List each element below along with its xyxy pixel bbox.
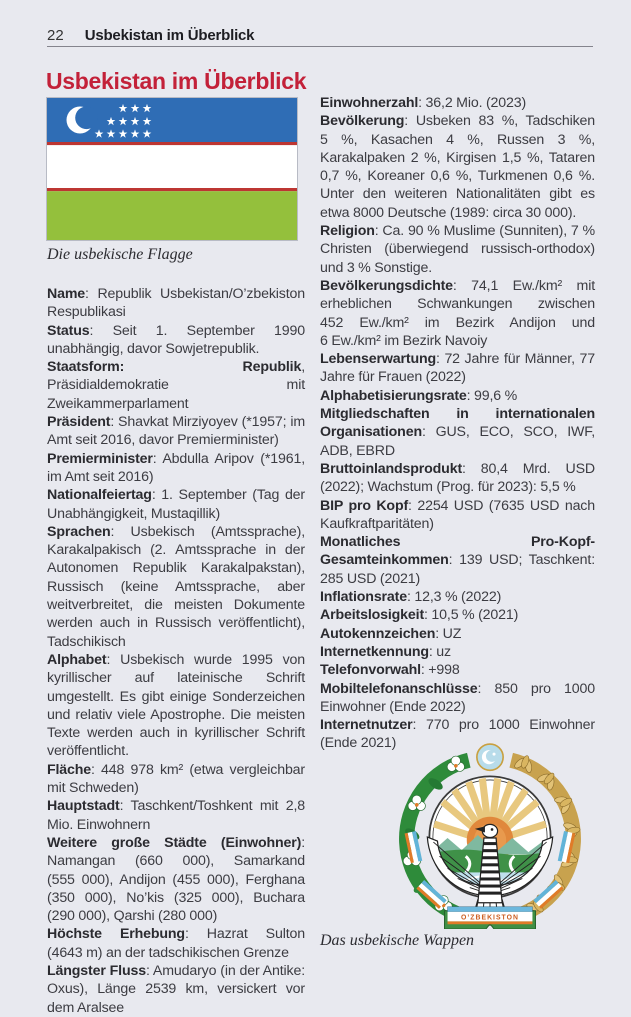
- fact-text: : 1. September (Tag der Unabhängigkeit, Mustaqillik): [47, 487, 305, 522]
- fact-text: : Namangan (660 000), Samarkand (555 000), Andijon (455 000), Ferghana (350 000), No’kis (325 000), Buchara (290 000), Qarshi (280 000): [47, 834, 305, 925]
- fact-text: : Shavkat Mirziyoyev (*1957; im Amt seit 2016, davor Premierminister): [47, 414, 305, 449]
- page-title: Usbekistan im Überblick: [46, 68, 307, 95]
- fact-label: Status: [47, 322, 90, 339]
- fact-item: [47, 358, 305, 413]
- flag-red-stripe-bottom: [47, 188, 297, 191]
- fact-label: Einwohnerzahl: [320, 95, 419, 111]
- flag-green-band: [47, 191, 297, 240]
- fact-label: Mitgliedschaften in internationalen Organisationen: [320, 406, 595, 441]
- fact-label: Staatsform: Republik: [47, 359, 302, 376]
- flag-figure: [47, 98, 305, 264]
- fact-label: Name: [47, 286, 86, 302]
- banner-text: O’ZBEKISTON: [461, 914, 519, 922]
- fact-text: : uz: [428, 643, 451, 660]
- fact-item: [320, 606, 595, 624]
- fact-text: : 36,2 Mio. (2023): [418, 95, 527, 111]
- fact-label: Monatliches Pro-Kopf-Gesamteinkommen: [320, 534, 595, 569]
- fact-item: [47, 486, 305, 523]
- fact-item: [47, 285, 305, 322]
- fact-label: Präsident: [47, 414, 111, 431]
- fact-item: [47, 761, 305, 798]
- flag-red-stripe-top: [47, 142, 297, 145]
- fact-label: Bevölkerungsdichte: [320, 277, 453, 294]
- fact-label: Bevölkerung: [320, 113, 405, 130]
- fact-item: [47, 413, 305, 450]
- flag-image: [47, 98, 297, 240]
- fact-text: : 10,5 % (2021): [424, 607, 519, 624]
- right-column: [320, 94, 595, 950]
- fact-label: BIP pro Kopf: [320, 497, 409, 514]
- fact-label: Mobiltelefonanschlüsse: [320, 680, 478, 697]
- left-column: [47, 98, 305, 1017]
- fact-text: : Usbekisch (Amtssprache), Karakalpakisch (2. Amtssprache in der Autonomen Republik Karakalpakstan), Russisch (keine Amtssprache, aber weitverbreitet, die meisten Dokumente werden auch in Russisch veröffentlicht), Tadschikisch: [47, 523, 305, 650]
- fact-text: : 850 pro 1000 Einwohner (Ende 2022): [320, 680, 595, 715]
- page-number: 22: [47, 27, 64, 44]
- fact-item: [320, 588, 595, 606]
- flag-white-band: [47, 145, 297, 188]
- fact-item: [320, 277, 595, 350]
- fact-label: Autokennzeichen: [320, 625, 436, 642]
- fact-text: : 12,3 % (2022): [406, 589, 502, 606]
- fact-label: Inflationsrate: [320, 589, 407, 606]
- fact-item: [47, 651, 305, 761]
- fact-label: Nationalfeiertag: [47, 487, 152, 504]
- fact-item: [47, 523, 305, 651]
- fact-item: [320, 460, 595, 497]
- fact-label: Arbeitslosigkeit: [320, 607, 425, 624]
- fact-text: : 770 pro 1000 Einwohner (Ende 2021): [320, 717, 595, 752]
- fact-text: : 2254 USD (7635 USD nach Kaufkraftparitäten): [320, 497, 595, 532]
- fact-item: [320, 643, 595, 661]
- fact-item: [320, 94, 595, 112]
- fact-item: [320, 112, 595, 222]
- banner: [445, 906, 536, 928]
- fact-text: : 74,1 Ew./km² mit erheblichen Schwankungen zwischen 452 Ew./km² im Bezirk Andijon und 6 Ew./km² im Bezirk Navoiy: [320, 277, 595, 349]
- fact-item: [47, 925, 305, 962]
- fact-label: Telefonvorwahl: [320, 662, 421, 679]
- fact-item: [320, 533, 595, 588]
- fact-label: Weitere große Städte (Einwohner): [47, 834, 302, 851]
- fact-label: Lebenserwartung: [320, 351, 437, 368]
- emblem-image: [388, 741, 592, 929]
- fact-text: : Seit 1. September 1990 unabhängig, davor Sowjetrepublik.: [47, 322, 305, 357]
- left-facts-list: [47, 285, 305, 1017]
- right-facts-list: [320, 94, 595, 753]
- fact-text: , Präsidialdemokratie mit Zweikammerparlament: [47, 359, 305, 412]
- fact-text: : 72 Jahre für Männer, 77 Jahre für Frauen (2022): [320, 351, 595, 386]
- fact-item: [47, 797, 305, 834]
- fact-label: Hauptstadt: [47, 798, 120, 815]
- fact-label: Sprachen: [47, 523, 111, 540]
- fact-text: : Usbeken 83 %, Tadschiken 5 %, Kasachen 4 %, Russen 3 %, Karakalpaken 2 %, Kirgisen 1,5 %, Tataren 0,7 %, Koreaner 0,6 %, Turkmenen 0,6 %. Unter den weiteren Nationalitäten gibt es etwa 8000 Deutsche (1989: circa 30 000).: [320, 113, 595, 221]
- fact-text: : 448 978 km² (etwa vergleichbar mit Schweden): [47, 761, 305, 797]
- fact-text: : UZ: [435, 625, 462, 642]
- crescent-icon: [477, 744, 503, 770]
- fact-text: : GUS, ECO, SCO, IWF, ADB, EBRD: [320, 424, 595, 459]
- fact-text: : Amudaryo (in der Antike: Oxus), Länge 2539 km, versickert vor dem Aralsee: [47, 962, 306, 1016]
- fact-label: Religion: [320, 223, 375, 240]
- emblem-caption: Das usbekische Wappen: [320, 931, 475, 949]
- fact-item: [320, 680, 595, 717]
- fact-text: : Hazrat Sulton (4643 m) an der tadschikischen Grenze: [47, 926, 305, 961]
- fact-label: Premierminister: [47, 450, 153, 467]
- fact-label: Bruttoinlandsprodukt: [320, 460, 463, 477]
- header-rule: [47, 46, 593, 47]
- fact-text: : 80,4 Mrd. USD (2022); Wachstum (Prog. für 2023): 5,5 %: [320, 460, 595, 496]
- fact-item: [320, 222, 595, 277]
- fact-text: : Abdulla Aripov (*1961, im Amt seit 2016): [47, 450, 305, 485]
- fact-label: Alphabetisierungsrate: [320, 387, 467, 404]
- flag-caption: Die usbekische Flagge: [47, 246, 193, 263]
- fact-text: : 99,6 %: [466, 387, 518, 404]
- fact-item: [320, 661, 595, 679]
- fact-text: : Usbekisch wurde 1995 von kyrillischer auf lateinische Schrift umgestellt. Es gibt einige Sonderzeichen und relativ viele Apostrophe. Die meisten Texte werden auch in kyrillischer Schrift veröffentlicht.: [47, 651, 305, 760]
- fact-item: [47, 450, 305, 487]
- fact-label: Alphabet: [47, 651, 107, 668]
- fact-label: Internetnutzer: [320, 717, 413, 734]
- fact-item: [320, 387, 595, 405]
- fact-label: Längster Fluss: [47, 962, 146, 979]
- emblem-figure: [320, 741, 595, 950]
- fact-item: [320, 405, 595, 460]
- fact-label: Fläche: [47, 761, 92, 778]
- uzbekistan-coat-of-arms-icon: [388, 741, 592, 929]
- fact-item: [320, 625, 595, 643]
- uzbekistan-flag-icon: [47, 98, 297, 240]
- fact-item: [320, 350, 595, 387]
- fact-item: [47, 322, 305, 359]
- fact-text: : 139 USD; Taschkent: 285 USD (2021): [320, 552, 595, 587]
- fact-item: [47, 962, 305, 1017]
- fact-label: Internetkennung: [320, 643, 429, 660]
- fact-text: : +998: [420, 662, 460, 679]
- fact-label: Höchste Erhebung: [47, 926, 185, 943]
- fact-text: : Republik Usbekistan/O’zbekiston Respublikasi: [47, 286, 305, 321]
- fact-item: [47, 834, 305, 925]
- running-header-title: Usbekistan im Überblick: [84, 27, 255, 44]
- fact-item: [320, 497, 595, 534]
- fact-text: : Ca. 90 % Muslime (Sunniten), 7 % Christen (überwiegend russisch-orthodox) und 3 % Sonstige.: [320, 223, 595, 276]
- page-header: [47, 27, 593, 44]
- fact-text: : Taschkent/Toshkent mit 2,8 Mio. Einwohnern: [47, 798, 305, 833]
